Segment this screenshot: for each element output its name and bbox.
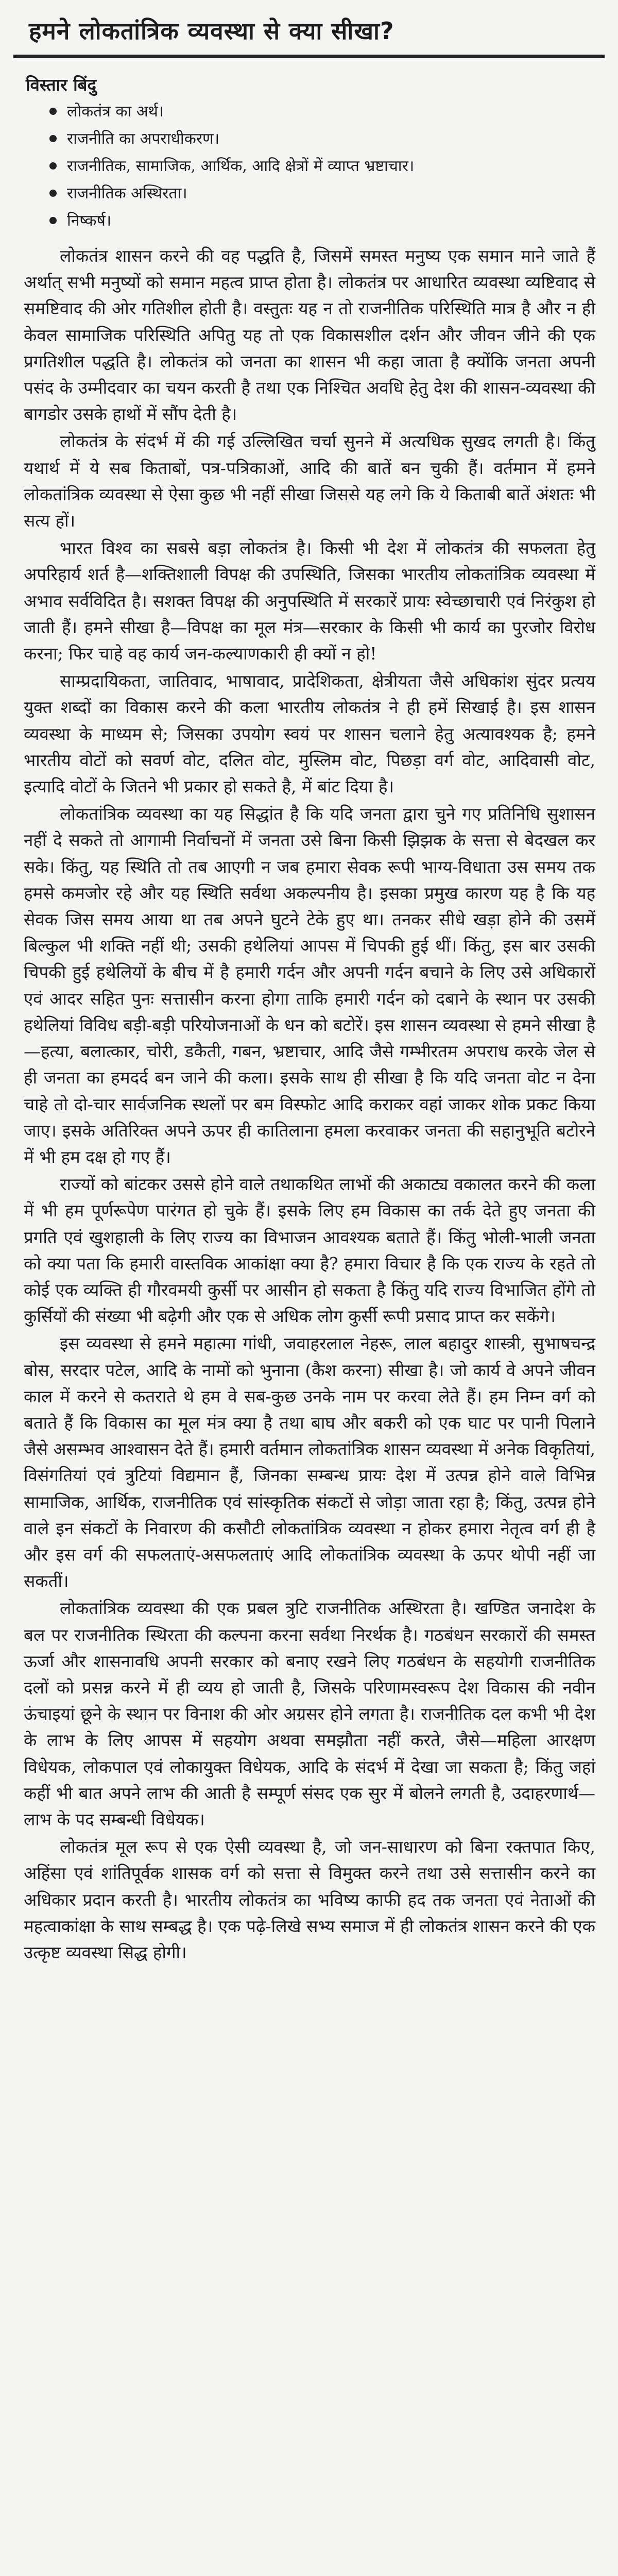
list-item: राजनीति का अपराधीकरण। [67,125,595,152]
paragraph: भारत विश्व का सबसे बड़ा लोकतंत्र है। किसी भी देश में लोकतंत्र की सफलता हेतु अपरिहार्य शर्त है—शक्तिशाली विपक्ष की उपस्थिति, जिसका भारतीय लोकतांत्रिक व्यवस्था में अभाव सर्वविदित है। सशक्त विपक्ष की अनुपस्थिति में सरकारें प्रायः स्वेच्छाचारी एवं निरंकुश हो जाती हैं। हमने सीखा है—विपक्ष का मूल मंत्र—सरकार के किसी भी कार्य का पुरजोर विरोध करना; फिर चाहे वह कार्य जन-कल्याणकारी ही क्यों न हो! [24,538,595,664]
paragraph: लोकतंत्र मूल रूप से एक ऐसी व्यवस्था है, जो जन-साधारण को बिना रक्तपात किए, अहिंसा एवं शांतिपूर्वक शासक वर्ग को सत्ता से विमुक्त करने तथा उसे सत्तासीन करने का अधिकार प्रदान करती है। भारतीय लोकतंत्र का भविष्य काफी हद तक जनता एवं नेताओं की महत्वाकांक्षा के साथ सम्बद्ध है। एक पढ़े-लिखे सभ्य समाज में ही लोकतंत्र शासन करने की एक उत्कृष्ट व्यवस्था सिद्ध होगी। [24,1837,595,1962]
points-list [24,98,595,234]
paragraph: साम्प्रदायिकता, जातिवाद, भाषावाद, प्रादेशिकता, क्षेत्रीयता जैसे अधिकांश सुंदर प्रत्यय युक्त शब्दों का विकास करने की कला भारतीय लोकतंत्र ने ही हमें सिखाई है। इस शासन व्यवस्था के माध्यम से; जिसका उपयोग स्वयं पर शासन चलाने हेतु अत्यावश्यक है; हमने भारतीय वोटों को सवर्ण वोट, दलित वोट, मुस्लिम वोट, पिछड़ा वर्ग वोट, आदिवासी वोट, इत्यादि वोटों के जितने भी प्रकार हो सकते है, में बांट दिया है। [24,671,595,797]
paragraph: लोकतांत्रिक व्यवस्था की एक प्रबल त्रुटि राजनीतिक अस्थिरता है। खण्डित जनादेश के बल पर राजनीतिक स्थिरता की कल्पना करना सर्वथा निरर्थक है। गठबंधन सरकारों की समस्त ऊर्जा और शासनावधि अपनी सरकार को बनाए रखने लिए गठबंधन के सहयोगी राजनीतिक दलों को प्रसन्न करने में ही व्यय हो जाती है, जिसके परिणामस्वरूप देश विकास की नवीन ऊंचाइयां छूने के स्थान पर विनाश की ओर अग्रसर होने लगता है। राजनीतिक दल कभी भी देश के लाभ के लिए आपस में सहयोग अथवा समझौता नहीं करते, जैसे—महिला आरक्षण विधेयक, लोकपाल एवं लोकायुक्त विधेयक, आदि के संदर्भ में देखा जा सकता है; किंतु जहां कहीं भी बात अपने लाभ की आती है सम्पूर्ण संसद एक सुर में बोलने लगती है, उदाहरणार्थ—लाभ के पद सम्बन्धी विधेयक। [24,1598,595,1829]
list-item: निष्कर्ष। [67,207,595,234]
list-item: राजनीतिक अस्थिरता। [67,180,595,207]
points-heading: विस्तार बिंदु [26,75,96,95]
list-item: राजनीतिक, सामाजिक, आर्थिक, आदि क्षेत्रों में व्याप्त भ्रष्टाचार। [67,152,595,180]
article-body [0,58,618,1965]
paragraph: लोकतांत्रिक व्यवस्था का यह सिद्धांत है कि यदि जनता द्वारा चुने गए प्रतिनिधि सुशासन नहीं दे सकते तो आगामी निर्वाचनों में जनता उसे बिना किसी झिझक के सत्ता से बेदखल कर सके। किंतु, यह स्थिति तो तब आएगी न जब हमारा सेवक रूपी भाग्य-विधाता उस समय तक हमसे कमजोर रहे और यह स्थिति सर्वथा अकल्पनीय है। इसका प्रमुख कारण यह है कि यह सेवक जिस समय आया था तब अपने घुटने टेके हुए था। तनकर सीधे खड़ा होने की उसमें बिल्कुल भी शक्ति नहीं थी; उसकी हथेलियां आपस में चिपकी हुई थीं। किंतु, इस बार उसकी चिपकी हुई हथेलियों के बीच में है हमारी गर्दन और अपनी गर्दन बचाने के लिए उसे अधिकारों एवं आदर सहित पुनः सत्तासीन करना होगा ताकि हमारी गर्दन को दबाने के स्थान पर उसकी हथेलियां विविध बड़ी-बड़ी परियोजनाओं के धन को बटोरें। इस शासन व्यवस्था से हमने सीखा है—हत्या, बलात्कार, चोरी, डकैती, गबन, भ्रष्टाचार, आदि जैसे गम्भीरतम अपराध करके जेल से ही जनता का हमदर्द बन जाने की कला। इसके साथ ही सीखा है कि यदि जनता वोट न देना चाहे तो दो-चार सार्वजनिक स्थलों पर बम विस्फोट आदि कराकर वहां जाकर शोक प्रकट किया जाए। इसके अतिरिक्त अपने ऊपर ही कातिलाना हमला करवाकर जनता की सहानुभूति बटोरने में भी हम दक्ष हो गए हैं। [24,804,596,1167]
paragraph: लोकतंत्र शासन करने की वह पद्धति है, जिसमें समस्त मनुष्य एक समान माने जाते हैं अर्थात् सभी मनुष्यों को समान महत्व प्राप्त होता है। लोकतंत्र पर आधारित व्यवस्था व्यष्टिवाद से समष्टिवाद की ओर गतिशील होती है। वस्तुतः यह न तो राजनीतिक परिस्थिति मात्र है और न ही केवल सामाजिक परिस्थिति अपितु यह तो एक विकासशील दर्शन और जीवन जीने की एक प्रगतिशील पद्धति है। लोकतंत्र को जनता का शासन भी कहा जाता है क्योंकि जनता अपनी पसंद के उम्मीदवार का चयन करती है तथा एक निश्चित अवधि हेतु देश की शासन-व्यवस्था की बागडोर उसके हाथों में सौंप देती है। [24,246,595,425]
paragraph: लोकतंत्र के संदर्भ में की गई उल्लिखित चर्चा सुनने में अत्यधिक सुखद लगती है। किंतु यथार्थ में ये सब किताबों, पत्र-पत्रिकाओं, आदि की बातें बन चुकी हैं। वर्तमान में हमने लोकतांत्रिक व्यवस्था से ऐसा कुछ भी नहीं सीखा जिससे यह लगे कि ये किताबी बातें अंशतः भी सत्य हों। [24,431,595,531]
paragraph: राज्यों को बांटकर उससे होने वाले तथाकथित लाभों की अकाट्य वकालत करने की कला में भी हम पूर्णरूपेण पारंगत हो चुके हैं। इसके लिए हम विकास का तर्क देते हुए जनता की प्रगति एवं खुशहाली के लिए राज्य का विभाजन आवश्यक बताते हैं। किंतु भोली-भाली जनता को क्या पता कि हमारी वास्तविक आकांक्षा क्या है? हमारा विचार है कि एक राज्य के रहते तो कोई एक व्यक्ति ही गौरवमयी कुर्सी पर आसीन हो सकता है किंतु यदि राज्य विभाजित होंगे तो कुर्सियों की संख्या भी बढ़ेगी और एक से अधिक लोग कुर्सी रूपी प्रसाद प्राप्त कर सकेंगे। [24,1174,595,1327]
list-item: लोकतंत्र का अर्थ। [67,98,595,125]
paragraph: इस व्यवस्था से हमने महात्मा गांधी, जवाहरलाल नेहरू, लाल बहादुर शास्त्री, सुभाषचन्द्र बोस, सरदार पटेल, आदि के नामों को भुनाना (कैश करना) सीखा है। जो कार्य वे अपने जीवन काल में करने से कतराते थे हम वे सब-कुछ उनके नाम पर करवा लेते हैं। हम निम्न वर्ग को बताते हैं कि विकास का मूल मंत्र क्या है तथा बाघ और बकरी को एक घाट पर पानी पिलाने जैसे असम्भव आश्वासन देते हैं। हमारी वर्तमान लोकतांत्रिक शासन व्यवस्था में अनेक विकृतियां, विसंगतियां एवं त्रुटियां विद्यमान हैं, जिनका सम्बन्ध प्रायः देश में उत्पन्न होने वाले विभिन्न सामाजिक, आर्थिक, राजनीतिक एवं सांस्कृतिक संकटों से जोड़ा जाता रहा है; किंतु, उत्पन्न होने वाले इन संकटों के निवारण की कसौटी लोकतांत्रिक व्यवस्था न होकर हमारा नेतृत्व वर्ग ही है और इस वर्ग की सफलताएं-असफलताएं आदि लोकतांत्रिक व्यवस्था के ऊपर थोपी नहीं जा सकतीं। [24,1333,595,1591]
page-title: हमने लोकतांत्रिक व्यवस्था से क्या सीखा? [13,0,605,58]
